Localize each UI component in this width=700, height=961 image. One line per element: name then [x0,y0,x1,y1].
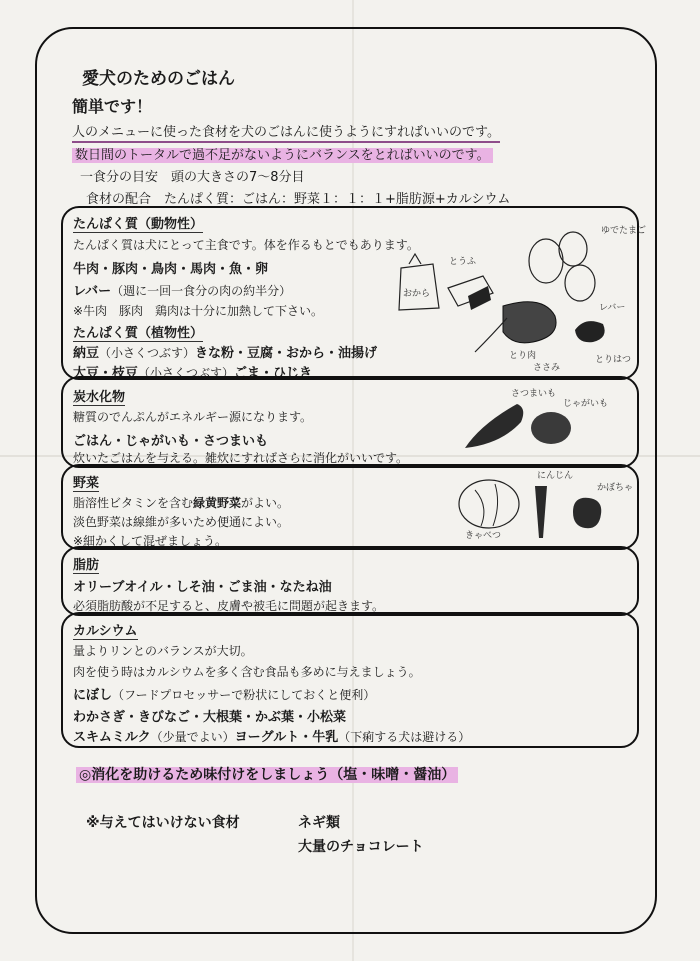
skim-label: スキムミルク [73,730,151,745]
chicken-label: とり肉 [509,351,537,361]
seasoning-text: ◎消化を助けるため味付けをしましょう（塩・味噌・醤油） [76,767,458,783]
intro-text-2: 数日間のトータルで過不足がないようにバランスをとればいいのです。 [72,148,493,163]
calcium-title: カルシウム [73,620,138,640]
fat-desc: 必須脂肪酸が不足すると、皮膚や被毛に問題が起きます。 [73,599,385,613]
calcium-section [61,612,639,748]
sweet-potato-sketch [461,396,531,456]
natto-note: （小さくつぶす） [99,346,196,360]
forbidden-item-1: ネギ類 [298,815,340,831]
calcium-desc-2: 肉を使う時はカルシウムを多く含む食品も多めに与えましょう。 [73,665,421,679]
carb-title: 炭水化物 [73,386,125,406]
sweet-potato-label: さつまいも [511,389,557,399]
niboshi-label: にぼし [73,688,113,703]
carb-desc: 糖質のでんぷんがエネルギー源になります。 [73,410,313,424]
ingredient-ratio: 食材の配合 たんぱく質：ごはん：野菜１：１：１+脂肪源+カルシウム [86,192,511,207]
plant-foods-2: ごま・ひじき [234,366,313,381]
animal-foods: 牛肉・豚肉・鳥肉・馬肉・魚・卵 [73,262,269,277]
intro-text-1: 人のメニューに使った食材を犬のごはんに使うようにすればいいのです。 [72,125,500,143]
yogurt-label: ヨーグルト・牛乳 [234,730,339,745]
veg-desc-post: がよい。 [241,496,290,510]
cabbage-sketch [455,476,525,534]
vegetable-section [61,464,639,550]
protein-section [61,206,647,381]
seasoning-line [76,764,458,784]
forbidden-label: ※与えてはいけない食材 [86,815,240,831]
veg-title: 野菜 [73,472,99,492]
natto-line [73,342,377,361]
carb-section [61,376,639,468]
liver-note: （週に一回一食分の肉の約半分） [111,284,292,298]
portion-guide: 一食分の目安 頭の大きさの7〜8分目 [80,170,305,185]
niboshi-note: （フードプロセッサーで粉状にしておくと便利） [112,688,376,702]
forbidden-item-2: 大量のチョコレート [298,839,424,855]
liver-sketch-label: レバー [599,303,626,313]
liver-label: レバー [73,284,112,299]
subtitle-easy: 簡単です！ [72,97,153,116]
protein-plant-title: たんぱく質（植物性） [73,322,203,342]
liver-line [73,280,291,299]
soy-label: 大豆・枝豆 [73,366,139,381]
veg-desc-1 [73,494,289,511]
milk-line [73,726,470,745]
veg-desc-pre: 脂溶性ビタミンを含む [73,496,194,510]
veg-note: ※細かくして混ぜましょう。 [73,534,228,548]
fat-section [61,546,639,616]
sasami-label: ささみ [533,363,561,373]
intro-line-2 [72,144,493,163]
liver-sketch [571,316,611,346]
natto-label: 納豆 [73,346,100,361]
egg-label: ゆでたまご [601,226,647,236]
carb-foods: ごはん・じゃがいも・さつまいも [73,434,269,449]
pumpkin-sketch [569,492,605,532]
fat-foods: オリーブオイル・しそ油・ごま油・なたね油 [73,580,332,595]
skim-note: （少量でよい） [150,730,235,744]
fat-title: 脂肪 [73,554,99,574]
plant-foods-1: きな粉・豆腐・おから・油揚げ [195,346,378,361]
page-title: 愛犬のためのごはん [82,69,235,89]
carrot-sketch [529,480,553,542]
pumpkin-label: かぼちゃ [597,483,634,493]
tofu-label: とうふ [449,257,477,267]
veg-desc-bold: 緑黄野菜 [193,496,242,510]
intro-line-1 [72,121,500,140]
carrot-label: にんじん [537,471,574,481]
torihatsu-label: とりはつ [595,355,632,365]
carb-note: 炊いたごはんを与える。雑炊にすればさらに消化がいいです。 [73,451,409,465]
potato-sketch [529,408,574,448]
heat-note: ※牛肉 豚肉 鶏肉は十分に加熱して下さい。 [73,304,324,318]
egg-sketch [518,223,608,303]
soy-note: （小さくつぶす） [138,366,235,380]
calcium-desc-1: 量よりリンとのバランスが大切。 [73,644,253,658]
veg-desc-2: 淡色野菜は線維が多いため便通によい。 [73,515,290,529]
okara-label: おから [403,289,431,299]
calcium-foods: わかさぎ・きびなご・大根葉・かぶ葉・小松菜 [73,710,347,725]
cabbage-label: きゃべつ [465,531,502,541]
protein-desc: たんぱく質は犬にとって主食です。体を作るもとでもあります。 [73,238,419,252]
protein-animal-title: たんぱく質（動物性） [73,213,203,233]
yogurt-note: （下痢する犬は避ける） [338,730,471,744]
potato-label: じゃがいも [563,399,609,409]
niboshi-line [73,684,375,703]
